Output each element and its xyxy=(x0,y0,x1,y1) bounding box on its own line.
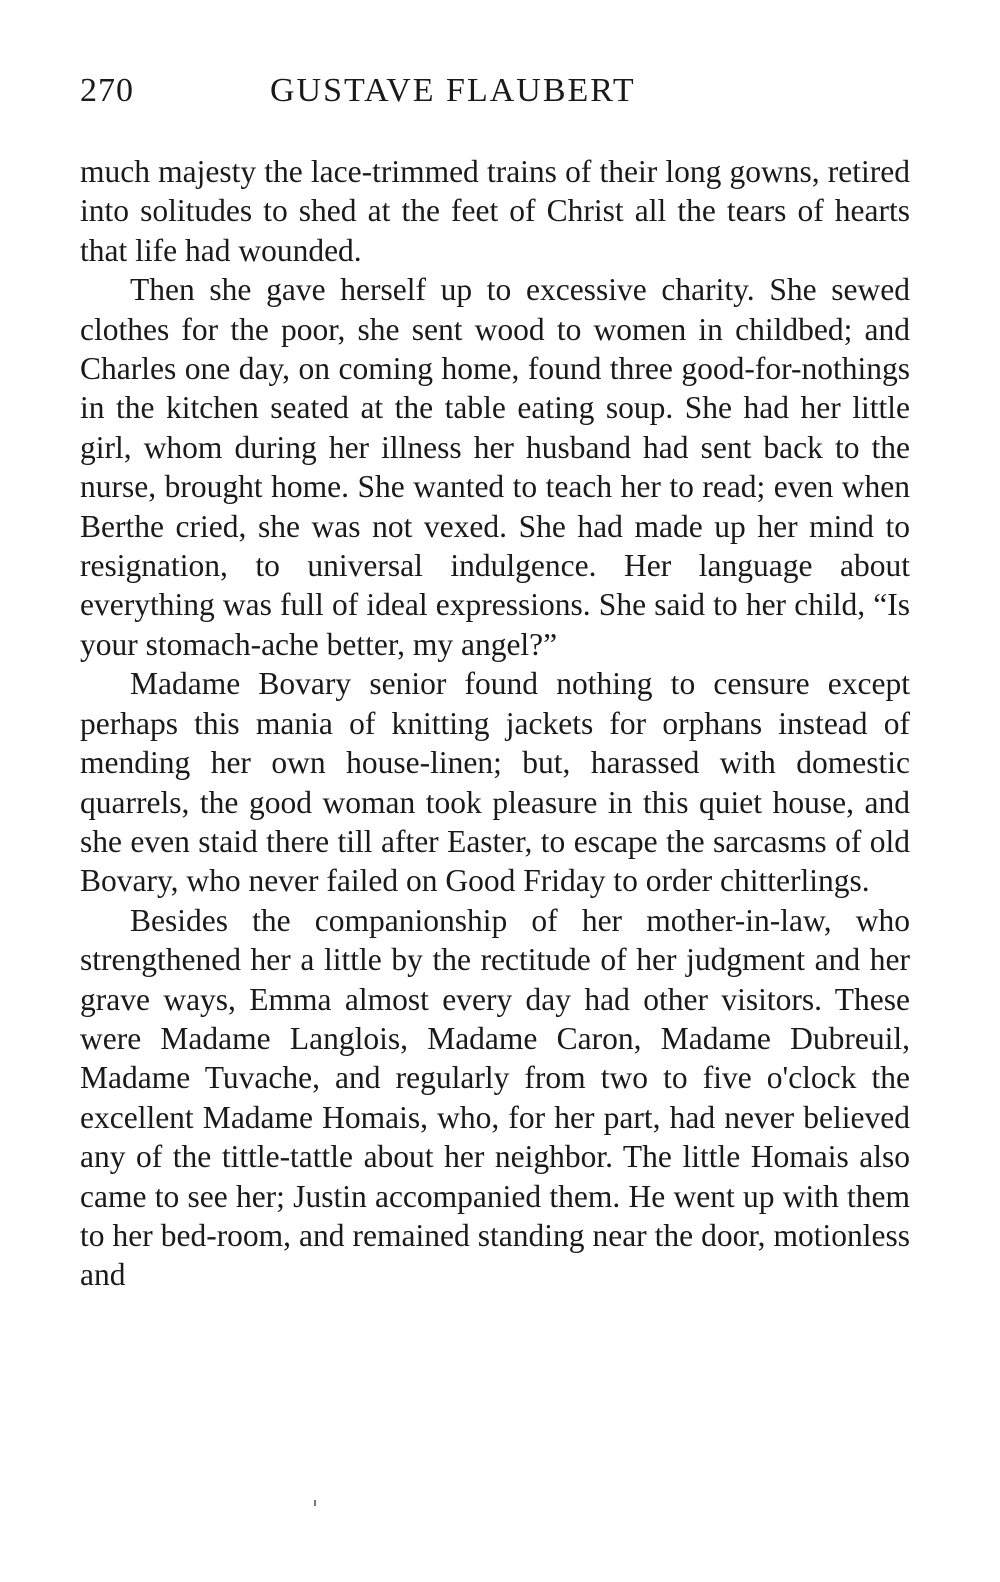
paragraph: Besides the companionship of her mother-in-law, who strengthened her a little by the rectitude of her judgment and her grave ways, Emma almost every day had other visitors. These were Madame Langlois, Madame Caron, Madame Dubreuil, Madame Tuvache, and regularly from two to five o'clock the excellent Madame Homais, who, for her part, had never believed any of the tittle-tattle about her neighbor. The little Homais also came to see her; Justin accompanied them. He went up with them to her bed-room, and remained standing near the door, motionless and xyxy=(80,902,910,1293)
paragraph: Madame Bovary senior found nothing to censure except perhaps this mania of knitting jackets for orphans instead of mending her own house-linen; but, harassed with domestic quarrels, the good woman took pleasure in this quiet house, and she even staid there till after Easter, to escape the sarcasms of old Bovary, who never failed on Good Friday to order chitterlings. xyxy=(80,666,910,899)
page-number: 270 xyxy=(80,72,134,109)
stray-ink-mark xyxy=(314,1500,316,1506)
body-text xyxy=(80,152,910,1295)
paragraph: Then she gave herself up to excessive charity. She sewed clothes for the poor, she sent wood to women in childbed; and Charles one day, on coming home, found three good-for-nothings in the kitchen seated at the table eating soup. She had her little girl, whom during her illness her husband had sent back to the nurse, brought home. She wanted to teach her to read; even when Berthe cried, she was not vexed. She had made up her mind to resignation, to universal indulgence. Her language about everything was full of ideal expressions. She said to her child, “Is your stomach-ache better, my angel?” xyxy=(80,272,910,662)
page-header xyxy=(80,72,920,116)
paragraph-continued: much majesty the lace-trimmed trains of their long gowns, retired into solitudes to shed at the feet of Christ all the tears of hearts that life had wounded. xyxy=(80,154,910,268)
running-head: GUSTAVE FLAUBERT xyxy=(270,72,636,109)
